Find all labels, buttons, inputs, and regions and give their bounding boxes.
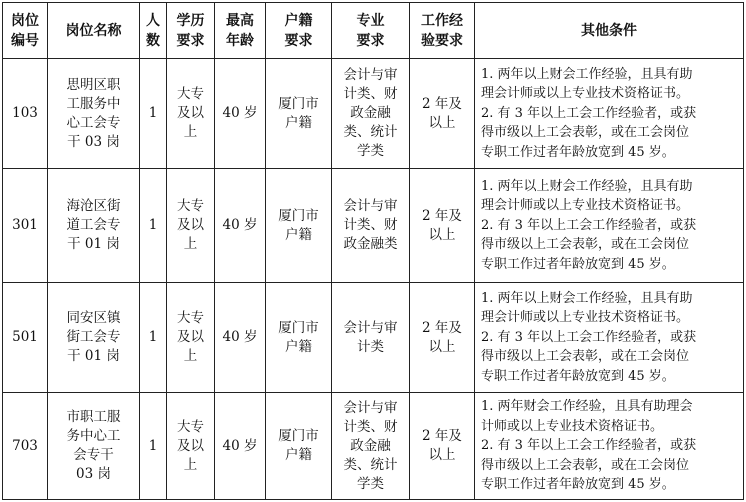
cell-other-conditions: 1. 两年以上财会工作经验，且具有助 理会计师或以上专业技术资格证书。 2. 有 3 年以上工会工作经验者，或获 得市级以上工会表彰，或在工会岗位 专职工作过者年龄放宽到 45 岁。 xyxy=(475,169,744,283)
cell-post-name: 海沧区街 道工会专 干 01 岗 xyxy=(48,169,140,283)
cell-post-code: 103 xyxy=(3,59,48,169)
cell-hukou: 厦门市 户籍 xyxy=(266,283,332,393)
cell-experience: 2 年及 以上 xyxy=(410,283,475,393)
header-other: 其他条件 xyxy=(475,3,744,59)
table-row xyxy=(3,393,744,500)
cell-education: 大专 及以 上 xyxy=(167,59,215,169)
cell-post-code: 301 xyxy=(3,169,48,283)
cell-post-name: 同安区镇 街工会专 干 01 岗 xyxy=(48,283,140,393)
header-education: 学历 要求 xyxy=(167,3,215,59)
cell-education: 大专 及以 上 xyxy=(167,393,215,500)
cell-experience: 2 年及 以上 xyxy=(410,59,475,169)
cell-education: 大专 及以 上 xyxy=(167,283,215,393)
header-major: 专业 要求 xyxy=(332,3,410,59)
table-row xyxy=(3,59,744,169)
job-requirements-table xyxy=(2,2,744,500)
header-count: 人 数 xyxy=(140,3,167,59)
cell-experience: 2 年及 以上 xyxy=(410,169,475,283)
cell-other-conditions: 1. 两年以上财会工作经验，且具有助 理会计师或以上专业技术资格证书。 2. 有 3 年以上工会工作经验者，或获 得市级以上工会表彰，或在工会岗位 专职工作过者年龄放宽到 45 岁。 xyxy=(475,59,744,169)
cell-major: 会计与审 计类、财 政金融 类、统计 学类 xyxy=(332,59,410,169)
cell-hukou: 厦门市 户籍 xyxy=(266,393,332,500)
cell-count: 1 xyxy=(140,283,167,393)
cell-post-name: 思明区职 工服务中 心工会专 干 03 岗 xyxy=(48,59,140,169)
cell-count: 1 xyxy=(140,169,167,283)
cell-max-age: 40 岁 xyxy=(215,169,266,283)
cell-max-age: 40 岁 xyxy=(215,393,266,500)
cell-experience: 2 年及 以上 xyxy=(410,393,475,500)
header-post-name: 岗位名称 xyxy=(48,3,140,59)
cell-major: 会计与审 计类 xyxy=(332,283,410,393)
cell-education: 大专 及以 上 xyxy=(167,169,215,283)
header-row xyxy=(3,3,744,59)
cell-other-conditions: 1. 两年财会工作经验，且具有助理会 计师或以上专业技术资格证书。 2. 有 3 年以上工会工作经验者，或获 得市级以上工会表彰，或在工会岗位 专职工作过者年龄放宽到 45 岁。 xyxy=(475,393,744,500)
table-row xyxy=(3,169,744,283)
cell-hukou: 厦门市 户籍 xyxy=(266,59,332,169)
cell-major: 会计与审 计类、财 政金融 类、统计 学类 xyxy=(332,393,410,500)
header-experience: 工作经 验要求 xyxy=(410,3,475,59)
header-max-age: 最高 年龄 xyxy=(215,3,266,59)
cell-major: 会计与审 计类、财 政金融类 xyxy=(332,169,410,283)
cell-count: 1 xyxy=(140,393,167,500)
cell-hukou: 厦门市 户籍 xyxy=(266,169,332,283)
cell-other-conditions: 1. 两年以上财会工作经验，且具有助 理会计师或以上专业技术资格证书。 2. 有 3 年以上工会工作经验者，或获 得市级以上工会表彰，或在工会岗位 专职工作过者年龄放宽到 45 岁。 xyxy=(475,283,744,393)
table-row xyxy=(3,283,744,393)
cell-post-code: 703 xyxy=(3,393,48,500)
cell-max-age: 40 岁 xyxy=(215,59,266,169)
header-hukou: 户籍 要求 xyxy=(266,3,332,59)
cell-post-name: 市职工服 务中心工 会专干 03 岗 xyxy=(48,393,140,500)
cell-count: 1 xyxy=(140,59,167,169)
header-post-code: 岗位 编号 xyxy=(3,3,48,59)
cell-post-code: 501 xyxy=(3,283,48,393)
cell-max-age: 40 岁 xyxy=(215,283,266,393)
